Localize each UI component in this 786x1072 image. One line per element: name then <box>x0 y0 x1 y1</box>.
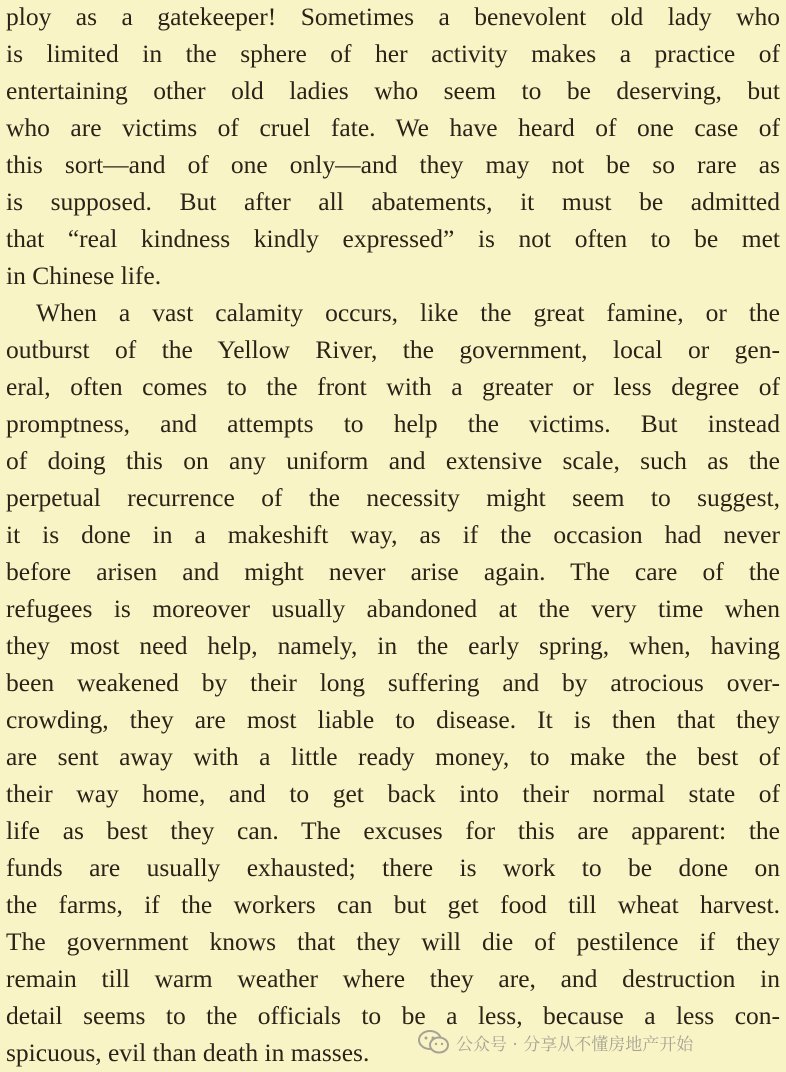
text-line: perpetual recurrence of the necessity might seem to suggest, <box>6 483 780 512</box>
text-line: detail seems to the officials to be a less, because a less con- <box>6 1001 780 1030</box>
text-line: ploy as a gatekeeper! Sometimes a benevolent old lady who <box>6 2 780 31</box>
text-line: life as best they can. The excuses for this are apparent: the <box>6 816 780 845</box>
text-line: of doing this on any uniform and extensive scale, such as the <box>6 446 780 475</box>
text-line: they most need help, namely, in the early spring, when, having <box>6 631 780 660</box>
text-line: promptness, and attempts to help the victims. But instead <box>6 409 780 438</box>
text-line: is limited in the sphere of her activity makes a practice of <box>6 39 780 68</box>
text-line: is supposed. But after all abatements, it must be admitted <box>6 187 780 216</box>
text-line: that “real kindness kindly expressed” is not often to be met <box>6 224 780 253</box>
text-line: this sort—and of one only—and they may not be so rare as <box>6 150 780 179</box>
text-line: remain till warm weather where they are, and destruction in <box>6 964 780 993</box>
text-line: been weakened by their long suffering and by atrocious over- <box>6 668 780 697</box>
text-line: are sent away with a little ready money, to make the best of <box>6 742 780 771</box>
text-line: When a vast calamity occurs, like the great famine, or the <box>36 298 780 327</box>
text-line: spicuous, evil than death in masses. <box>6 1038 370 1067</box>
text-line: The government knows that they will die of pestilence if they <box>6 927 780 956</box>
text-line: eral, often comes to the front with a greater or less degree of <box>6 372 780 401</box>
text-line: in Chinese life. <box>6 261 162 290</box>
text-line: funds are usually exhausted; there is work to be done on <box>6 853 780 882</box>
wechat-icon <box>418 1029 450 1055</box>
text-line: outburst of the Yellow River, the government, local or gen- <box>6 335 780 364</box>
text-line: refugees is moreover usually abandoned at the very time when <box>6 594 780 623</box>
text-line: who are victims of cruel fate. We have heard of one case of <box>6 113 780 142</box>
text-line: entertaining other old ladies who seem to be deserving, but <box>6 76 780 105</box>
text-line: the farms, if the workers can but get food till wheat harvest. <box>6 890 780 919</box>
watermark <box>418 1026 693 1058</box>
text-line: crowding, they are most liable to disease. It is then that they <box>6 705 780 734</box>
watermark-text: 公众号 · 分享从不懂房地产开始 <box>456 1034 694 1055</box>
text-line: before arisen and might never arise again. The care of the <box>6 557 780 586</box>
text-line: it is done in a makeshift way, as if the occasion had never <box>6 520 780 549</box>
text-line: their way home, and to get back into their normal state of <box>6 779 780 808</box>
